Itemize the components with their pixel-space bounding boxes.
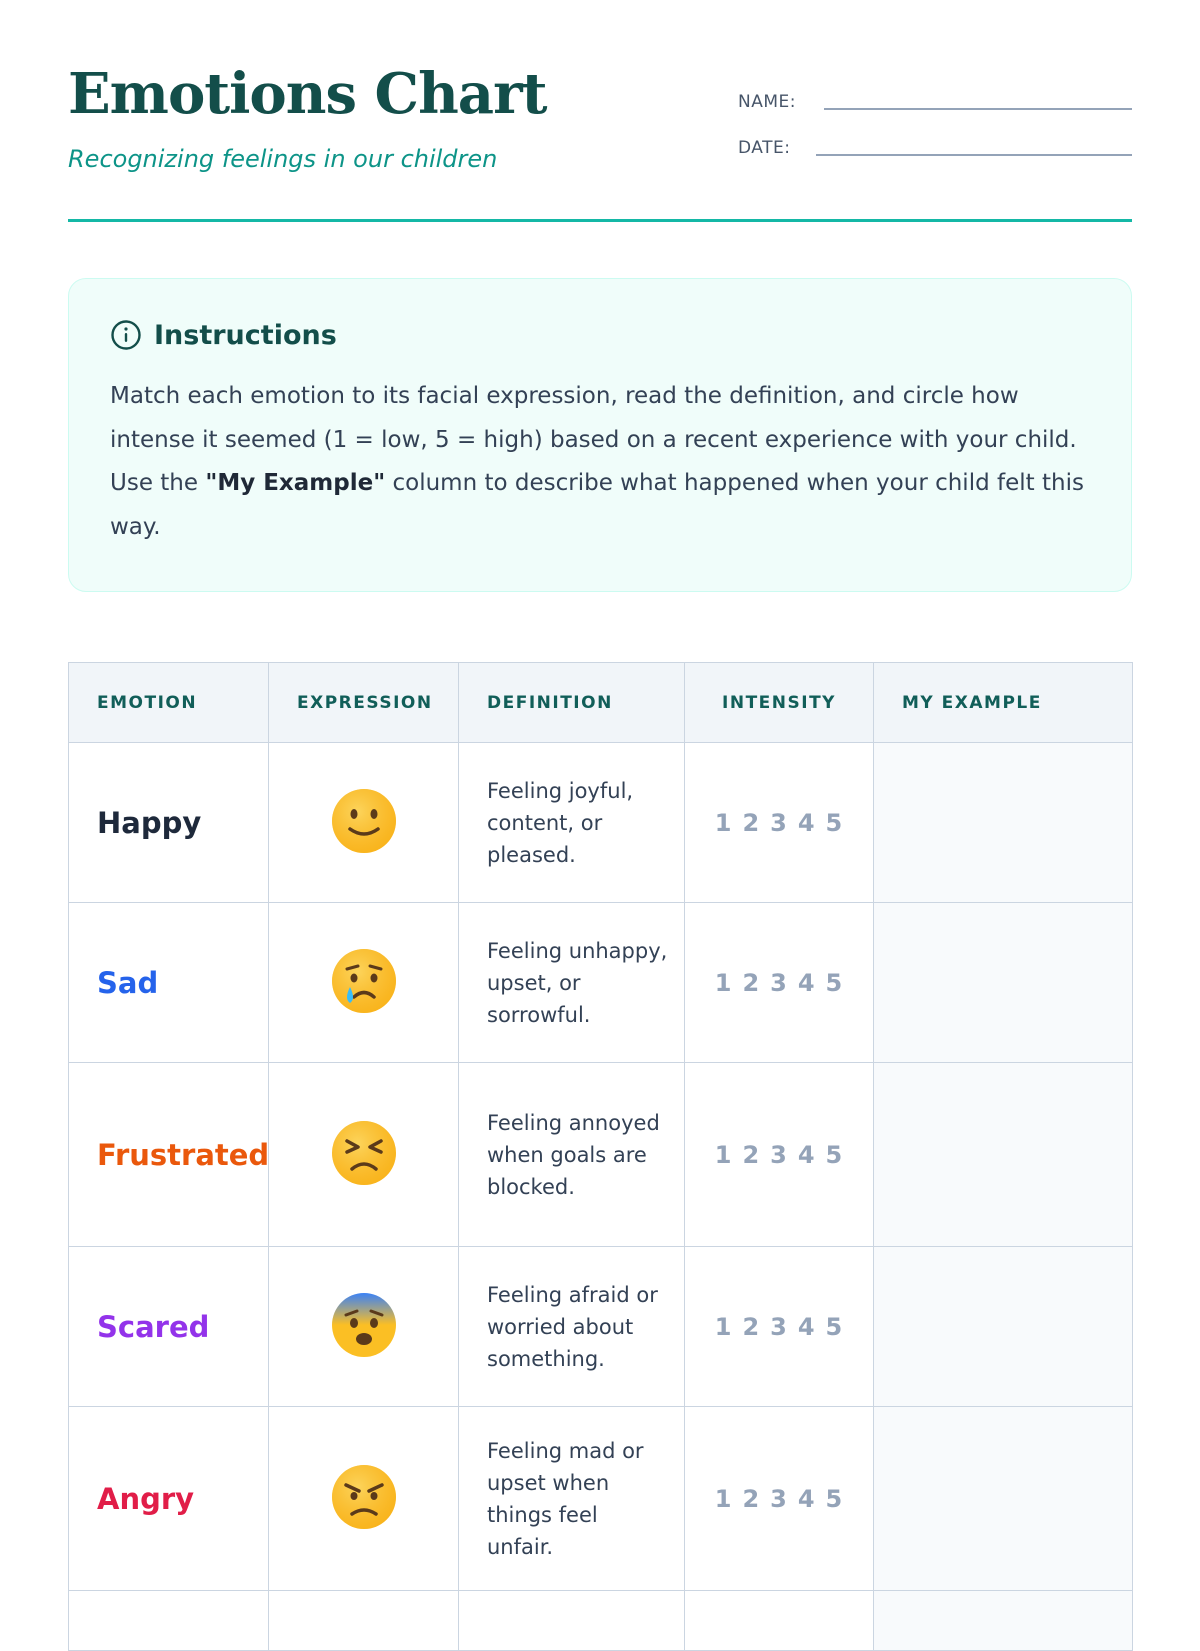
emotion-cell xyxy=(69,743,269,903)
intensity-option[interactable]: 3 xyxy=(770,808,788,837)
date-line[interactable] xyxy=(816,154,1132,156)
intensity-scale xyxy=(685,1247,874,1407)
instructions-text-bold: "My Example" xyxy=(205,470,386,496)
intensity-option[interactable]: 3 xyxy=(770,1484,788,1513)
intensity-scale xyxy=(685,1063,874,1247)
name-label: NAME: xyxy=(738,92,796,112)
instructions-heading xyxy=(110,319,1091,351)
name-date-fields xyxy=(738,86,1132,178)
intensity-option[interactable]: 2 xyxy=(742,968,761,997)
angry-face-icon xyxy=(330,1463,398,1531)
instructions-title: Instructions xyxy=(154,319,337,351)
instructions-box xyxy=(68,278,1132,592)
emotion-cell xyxy=(69,1063,269,1247)
name-row xyxy=(738,86,1132,112)
intensity-option[interactable]: 4 xyxy=(797,1484,816,1513)
intensity-option[interactable]: 2 xyxy=(742,1484,761,1513)
intensity-option[interactable]: 1 xyxy=(714,1484,733,1513)
definition-cell xyxy=(459,1063,685,1247)
intensity-option[interactable]: 1 xyxy=(714,1312,733,1341)
crying-face-icon xyxy=(330,947,398,1015)
expression-cell xyxy=(269,1407,459,1591)
my-example-cell[interactable] xyxy=(874,1063,1133,1247)
intensity-option[interactable]: 3 xyxy=(770,968,788,997)
intensity-option[interactable]: 2 xyxy=(742,1140,761,1169)
my-example-cell[interactable] xyxy=(874,903,1133,1063)
intensity-scale xyxy=(685,743,874,903)
intensity-scale xyxy=(685,903,874,1063)
definition-text: Feeling mad or upset when things feel unfair. xyxy=(487,1438,644,1559)
emotion-name: Scared xyxy=(97,1309,210,1344)
intensity-option[interactable]: 4 xyxy=(797,808,816,837)
emotion-name: Sad xyxy=(97,965,159,1000)
intensity-option[interactable]: 2 xyxy=(742,1312,761,1341)
date-row xyxy=(738,132,1132,158)
page-subtitle: Recognizing feelings in our children xyxy=(68,145,498,173)
emotion-name: Frustrated xyxy=(97,1137,270,1172)
my-example-cell[interactable] xyxy=(874,1247,1133,1407)
name-line[interactable] xyxy=(824,108,1132,110)
my-example-cell[interactable] xyxy=(874,1407,1133,1591)
expression-cell xyxy=(269,1063,459,1247)
definition-cell xyxy=(459,903,685,1063)
table-row xyxy=(69,1063,1133,1247)
column-header-my-example: MY EXAMPLE xyxy=(874,663,1133,743)
emotion-cell xyxy=(69,1247,269,1407)
instructions-text xyxy=(110,375,1091,549)
definition-cell xyxy=(459,743,685,903)
definition-text: Feeling afraid or worried about something. xyxy=(487,1282,658,1371)
intensity-option[interactable]: 2 xyxy=(742,808,761,837)
intensity-option[interactable]: 5 xyxy=(825,1140,844,1169)
slightly-smiling-face-icon xyxy=(330,787,398,855)
column-header-expression: EXPRESSION xyxy=(269,663,459,743)
info-circle-icon xyxy=(110,319,142,351)
intensity-option[interactable]: 5 xyxy=(825,808,844,837)
table-row xyxy=(69,903,1133,1063)
table-row xyxy=(69,1247,1133,1407)
definition-text: Feeling joyful, content, or pleased. xyxy=(487,778,634,867)
expression-cell xyxy=(269,903,459,1063)
expression-cell xyxy=(269,1247,459,1407)
emotion-name: Happy xyxy=(97,805,202,840)
intensity-option[interactable]: 5 xyxy=(825,1484,844,1513)
intensity-option[interactable]: 3 xyxy=(770,1140,788,1169)
intensity-option[interactable]: 1 xyxy=(714,808,733,837)
table-row xyxy=(69,743,1133,903)
column-header-emotion: EMOTION xyxy=(69,663,269,743)
intensity-option[interactable]: 5 xyxy=(825,1312,844,1341)
intensity-option[interactable]: 5 xyxy=(825,968,844,997)
page-title: Emotions Chart xyxy=(68,61,547,127)
instructions-text-part: column to describe what happened when your child felt this way. xyxy=(110,470,1084,540)
intensity-option[interactable]: 4 xyxy=(797,1312,816,1341)
expression-cell xyxy=(269,743,459,903)
definition-cell xyxy=(459,1247,685,1407)
header-divider xyxy=(68,219,1132,222)
my-example-cell[interactable] xyxy=(874,743,1133,903)
column-header-intensity: INTENSITY xyxy=(685,663,874,743)
intensity-scale xyxy=(685,1407,874,1591)
column-header-definition: DEFINITION xyxy=(459,663,685,743)
date-label: DATE: xyxy=(738,138,791,158)
definition-text: Feeling annoyed when goals are blocked. xyxy=(487,1110,660,1199)
intensity-option[interactable]: 1 xyxy=(714,1140,733,1169)
intensity-option[interactable]: 1 xyxy=(714,968,733,997)
intensity-option[interactable]: 4 xyxy=(797,968,816,997)
table-header-row xyxy=(69,663,1133,743)
emotion-cell xyxy=(69,1407,269,1591)
emotion-name: Angry xyxy=(97,1481,195,1516)
table-row xyxy=(69,1407,1133,1591)
intensity-option[interactable]: 4 xyxy=(797,1140,816,1169)
fearful-face-icon xyxy=(330,1291,398,1359)
definition-text: Feeling unhappy, upset, or sorrowful. xyxy=(487,938,668,1027)
persevering-face-icon xyxy=(330,1119,398,1187)
intensity-option[interactable]: 3 xyxy=(770,1312,788,1341)
emotion-cell xyxy=(69,903,269,1063)
emotions-table xyxy=(68,662,1133,1651)
definition-cell xyxy=(459,1407,685,1591)
instructions-text-part: Match each emotion to its facial expression, read the definition, and circle how intense it seemed (1 = low, 5 = high) based on a recent experience with your child. Use the xyxy=(110,383,1077,496)
